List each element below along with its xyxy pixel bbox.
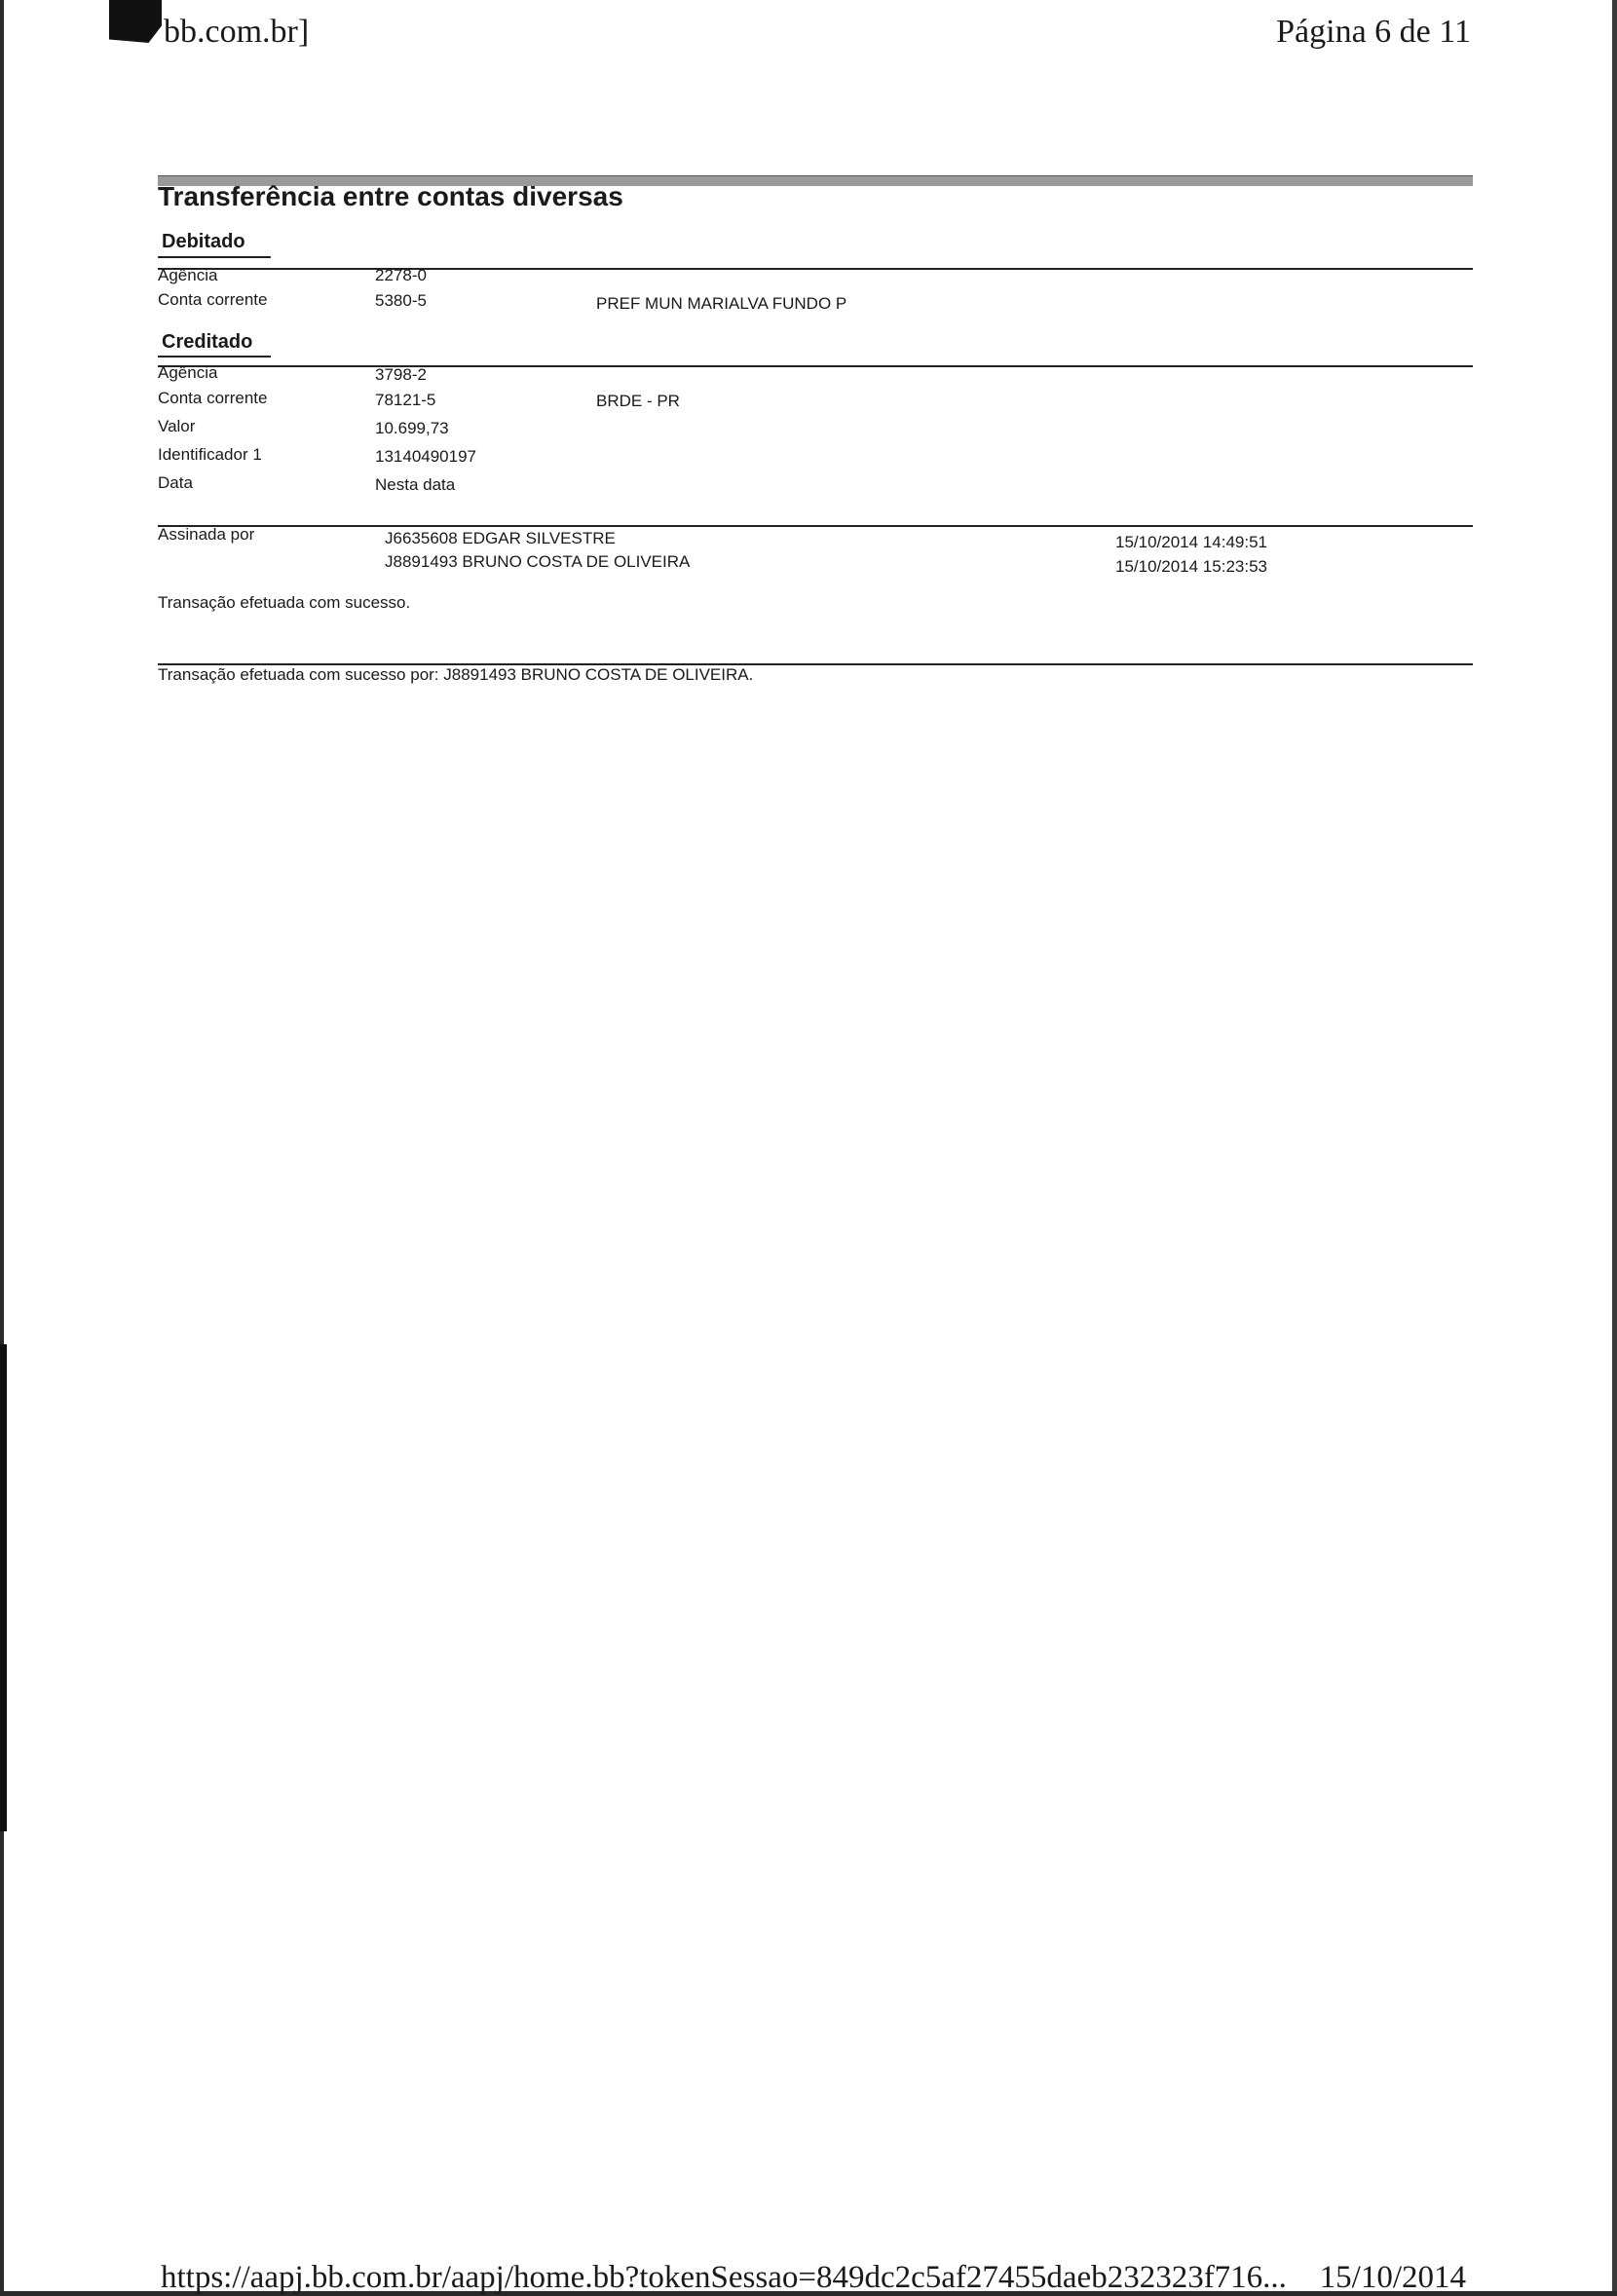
debitado-agencia-value: 2278-0 [375, 266, 427, 284]
signature-datetime: 15/10/2014 15:23:53 [1115, 557, 1267, 576]
creditado-agencia-label: Agência [158, 363, 218, 382]
scan-right-edge [1612, 0, 1617, 2296]
creditado-conta-holder: BRDE - PR [596, 392, 680, 410]
footer-url: https://aapj.bb.com.br/aapj/home.bb?tokenSessao=849dc2c5af27455daeb232323f716... [161, 2260, 1287, 2295]
signatures-label: Assinada por [158, 525, 255, 544]
debitado-rule [158, 268, 1473, 270]
debitado-heading: Debitado [162, 231, 245, 252]
scan-redaction-mark [109, 0, 162, 43]
final-message: Transação efetuada com sucesso por: J8891493 BRUNO COSTA DE OLIVEIRA. [158, 665, 754, 684]
debitado-conta-value: 5380-5 [375, 291, 427, 310]
creditado-conta-value: 78121-5 [375, 391, 436, 409]
debitado-heading-underline [158, 256, 271, 258]
identificador-value: 13140490197 [375, 447, 477, 466]
debitado-conta-holder: PREF MUN MARIALVA FUNDO P [596, 294, 847, 313]
data-value: Nesta data [375, 475, 456, 494]
scan-left-edge [0, 0, 4, 2296]
creditado-conta-label: Conta corrente [158, 389, 268, 407]
signature-datetime: 15/10/2014 14:49:51 [1115, 533, 1267, 551]
status-message: Transação efetuada com sucesso. [158, 593, 411, 612]
creditado-agencia-value: 3798-2 [375, 365, 427, 384]
page-title: Transferência entre contas diversas [158, 181, 623, 211]
page-indicator: Página 6 de 11 [1276, 14, 1471, 50]
signatures-rule [158, 525, 1473, 527]
creditado-rule [158, 365, 1473, 367]
valor-value: 10.699,73 [375, 419, 449, 437]
debitado-agencia-label: Agência [158, 266, 218, 284]
creditado-heading-underline [158, 356, 271, 358]
signature-name: J6635608 EDGAR SILVESTRE [385, 529, 616, 547]
data-label: Data [158, 473, 193, 492]
scan-left-shadow [0, 1344, 7, 1831]
creditado-heading: Creditado [162, 331, 253, 353]
identificador-label: Identificador 1 [158, 445, 262, 464]
signature-name: J8891493 BRUNO COSTA DE OLIVEIRA [385, 552, 691, 571]
header-url: bb.com.br] [164, 14, 310, 50]
valor-label: Valor [158, 417, 196, 435]
debitado-conta-label: Conta corrente [158, 290, 268, 309]
footer-date: 15/10/2014 [1319, 2260, 1466, 2295]
